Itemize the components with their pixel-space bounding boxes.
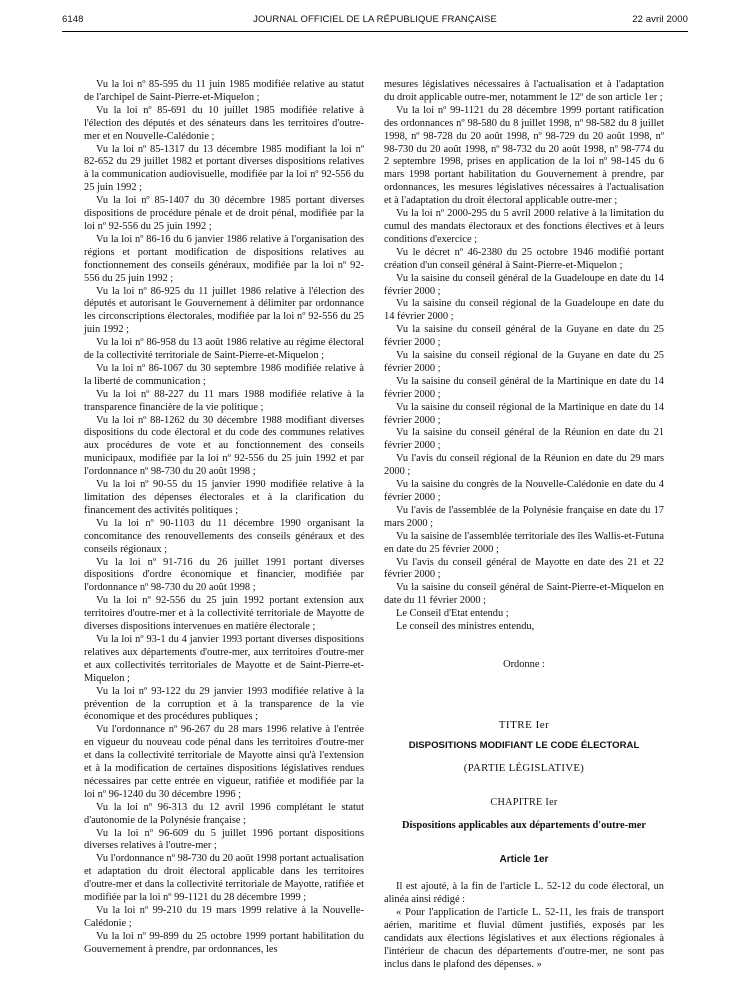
chapitre-label: CHAPITRE Ier: [490, 796, 558, 808]
partie-label: (PARTIE LÉGISLATIVE): [463, 761, 585, 774]
visa-paragraph: Vu la saisine du conseil régional de la Guadeloupe en date du 14 février 2000 ;: [384, 298, 664, 323]
visa-paragraph: Vu la loi nº 86-958 du 13 août 1986 relative au régime électoral de la collectivité territoriale de Saint-Pierre-et-Miquelon ;: [84, 337, 364, 362]
visa-paragraph: Vu la loi nº 99-899 du 25 octobre 1999 portant habilitation du Gouvernement à prendre, par ordonnances, les: [84, 930, 364, 955]
visa-paragraph: Vu la loi nº 96-609 du 5 juillet 1996 portant dispositions diverses relatives à l'outre-mer ;: [84, 827, 364, 852]
visa-paragraph: Vu la loi nº 99-210 du 19 mars 1999 relative à la Nouvelle-Calédonie ;: [84, 905, 364, 929]
page-header: [62, 12, 688, 28]
visa-paragraph: Vu le décret nº 46-2380 du 25 octobre 1946 modifié portant création d'un conseil général à Saint-Pierre-et-Miquelon ;: [384, 246, 664, 271]
issue-date: 22 avril 2000: [632, 14, 688, 25]
ordonne-line: Ordonne :: [503, 658, 545, 670]
right-column: [384, 79, 664, 972]
visa-paragraph: Vu la saisine du conseil régional de la Martinique en date du 14 février 2000 ;: [384, 401, 664, 426]
visa-paragraph: Vu la loi nº 88-227 du 11 mars 1988 modifiée relative à la transparence financière de la vie politique ;: [84, 388, 364, 413]
article-paragraph: Il est ajouté, à la fin de l'article L. 52-12 du code électoral, un alinéa ainsi rédigé :: [384, 881, 664, 906]
visa-paragraph: Vu la loi nº 2000-295 du 5 avril 2000 relative à la limitation du cumul des mandats électoraux et des fonctions électives et à leurs conditions d'exercice ;: [384, 208, 664, 245]
titre-heading: DISPOSITIONS MODIFIANT LE CODE ÉLECTORAL: [408, 739, 640, 751]
visa-paragraph: Vu la saisine du conseil général de la Réunion en date du 21 février 2000 ;: [384, 427, 664, 452]
visa-paragraph: Le Conseil d'Etat entendu ;: [396, 608, 509, 620]
visa-paragraph: Vu la saisine du conseil général de la Martinique en date du 14 février 2000 ;: [384, 375, 664, 400]
visa-paragraph: Vu la loi nº 96-313 du 12 avril 1996 complétant le statut d'autonomie de la Polynésie française ;: [84, 801, 364, 826]
visa-paragraph: Vu l'avis de l'assemblée de la Polynésie française en date du 17 mars 2000 ;: [384, 504, 664, 529]
visa-paragraph: Vu l'avis du conseil général de Mayotte en date des 21 et 22 février 2000 ;: [384, 556, 664, 581]
visa-paragraph: Vu la loi nº 92-556 du 25 juin 1992 portant extension aux territoires d'outre-mer et à la collectivité territoriale de Mayotte de diverses dispositions intervenues en matière électorale ;: [84, 595, 364, 633]
visa-paragraph: Vu la saisine de l'assemblée territoriale des îles Wallis-et-Futuna en date du 25 février 2000 ;: [384, 530, 664, 555]
visa-paragraph: Vu la loi nº 85-1407 du 30 décembre 1985 portant diverses dispositions de procédure pénale et de droit pénal, modifiée par la loi nº 92-556 du 25 juin 1992 ;: [84, 195, 364, 232]
visa-paragraph: Vu la saisine du congrès de la Nouvelle-Calédonie en date du 4 février 2000 ;: [384, 479, 664, 503]
titre-label: TITRE Ier: [498, 718, 550, 731]
visa-paragraph: Vu l'ordonnance nº 98-730 du 20 août 1998 portant actualisation et adaptation du droit électoral applicable dans les territoires d'outre-mer et dans la collectivité territoriale de Mayotte, ratifiée et modifiée par la loi nº 99-1121 du 28 décembre 1999 ;: [84, 853, 364, 904]
visa-continuation: mesures législatives nécessaires à l'actualisation et à l'adaptation du droit applicable outre-mer, notamment le 12º de son article 1er ;: [384, 79, 664, 103]
article-heading: Article 1er: [499, 854, 549, 866]
left-column: [84, 79, 364, 957]
visa-paragraph: Vu la loi nº 88-1262 du 30 décembre 1988 modifiant diverses dispositions du code électoral et du code des communes relatives aux procédures de vote et au fonctionnement des conseils municipaux, modifiée par la loi nº 92-556 du 25 juin 1992 et par l'ordonnance nº 98-730 du 20 août 1998 ;: [84, 414, 364, 478]
visa-paragraph: Vu la loi nº 99-1121 du 28 décembre 1999 portant ratification des ordonnances nº 98-580 du 8 juillet 1998, nº 98-582 du 8 juillet 1998, nº 98-728 du 20 août 1998, nº 98-729 du 20 août 1998, nº 98-730 du 20 août 1998, nº 98-732 du 20 août 1998, nº 98-774 du 2 septembre 1998, prises en application de la loi nº 98-145 du 6 mars 1998 portant habilitation du Gouvernement à prendre, par ordonnances, les mesures législatives nécessaires à l'actualisation et à l'adaptation du droit électoral applicable outre-mer ;: [384, 104, 664, 207]
journal-title: JOURNAL OFFICIEL DE LA RÉPUBLIQUE FRANÇAISE: [253, 14, 497, 25]
visa-paragraph: Vu l'avis du conseil régional de la Réunion en date du 29 mars 2000 ;: [384, 453, 664, 478]
header-rule: [62, 31, 688, 32]
visa-paragraph: Vu la loi nº 86-16 du 6 janvier 1986 relative à l'organisation des régions et portant modification de dispositions relatives au fonctionnement des conseils généraux, modifiée par la loi nº 92-556 du 25 juin 1992 ;: [84, 233, 364, 284]
visa-paragraph: Vu la saisine du conseil régional de la Guyane en date du 25 février 2000 ;: [384, 350, 664, 374]
visa-paragraph: Vu la saisine du conseil général de la Guadeloupe en date du 14 février 2000 ;: [384, 272, 664, 297]
visa-paragraph: Vu la loi nº 90-1103 du 11 décembre 1990 organisant la concomitance des renouvellements des conseils généraux et des conseils régionaux ;: [84, 517, 364, 555]
visa-paragraph: Vu la loi nº 91-716 du 26 juillet 1991 portant diverses dispositions d'ordre économique et financier, modifiée par l'ordonnance nº 98-730 du 20 août 1998 ;: [84, 556, 364, 594]
chapitre-heading: Dispositions applicables aux départements d'outre-mer: [402, 819, 646, 831]
visa-paragraph: Vu la saisine du conseil général de la Guyane en date du 25 février 2000 ;: [384, 324, 664, 349]
visa-paragraph: Vu la loi nº 85-691 du 10 juillet 1985 modifiée relative à l'élection des députés et des sénateurs dans les territoires d'outre-mer et en Nouvelle-Calédonie ;: [84, 104, 364, 142]
visa-paragraph: Vu l'ordonnance nº 96-267 du 28 mars 1996 relative à l'entrée en vigueur du nouveau code pénal dans les territoires d'outre-mer et dans la collectivité territoriale de Mayotte ainsi qu'à l'extension et à la modification de certaines dispositions législatives rendues nécessaires par cette entrée en vigueur, ratifiée et modifiée par la loi nº 96-1240 du 30 décembre 1996 ;: [84, 724, 364, 800]
visa-paragraph: Le conseil des ministres entendu,: [396, 621, 535, 633]
visa-paragraph: Vu la loi nº 85-1317 du 13 décembre 1985 modifiant la loi nº 82-652 du 29 juillet 1982 et portant diverses dispositions relatives à la communication audiovisuelle, modifiée par la loi nº 92-556 du 25 juin 1992 ;: [84, 143, 364, 194]
visa-paragraph: Vu la loi nº 93-1 du 4 janvier 1993 portant diverses dispositions relatives aux départements d'outre-mer, aux territoires d'outre-mer et aux collectivités territoriales de Mayotte et de Saint-Pierre-et-Miquelon ;: [84, 633, 364, 684]
visa-paragraph: Vu la loi nº 93-122 du 29 janvier 1993 modifiée relative à la prévention de la corruption et à la transparence de la vie économique et des procédures publiques ;: [84, 685, 364, 723]
visa-paragraph: Vu la loi nº 86-1067 du 30 septembre 1986 modifiée relative à la liberté de communication ;: [84, 362, 364, 387]
visa-paragraph: Vu la saisine du conseil général de Saint-Pierre-et-Miquelon en date du 11 février 2000 ;: [384, 582, 664, 607]
visa-paragraph: Vu la loi nº 85-595 du 11 juin 1985 modifiée relative au statut de l'archipel de Saint-Pierre-et-Miquelon ;: [84, 79, 364, 103]
visa-paragraph: Vu la loi nº 90-55 du 15 janvier 1990 modifiée relative à la limitation des dépenses électorales et à la clarification du financement des activités politiques ;: [84, 479, 364, 516]
article-paragraph: « Pour l'application de l'article L. 52-11, les frais de transport aérien, maritime et fluvial dûment justifiés, exposés par les candidats aux élections législatives et aux élections régionales à l'intérieur de chacun des départements d'outre-mer, ne sont pas inclus dans le plafond des dépenses. »: [384, 907, 664, 970]
page-number: 6148: [62, 14, 84, 25]
visa-paragraph: Vu la loi nº 86-925 du 11 juillet 1986 relative à l'élection des députés et autorisant le Gouvernement à délimiter par ordonnance les circonscriptions électorales, modifiée par la loi nº 92-556 du 25 juin 1992 ;: [84, 285, 364, 336]
